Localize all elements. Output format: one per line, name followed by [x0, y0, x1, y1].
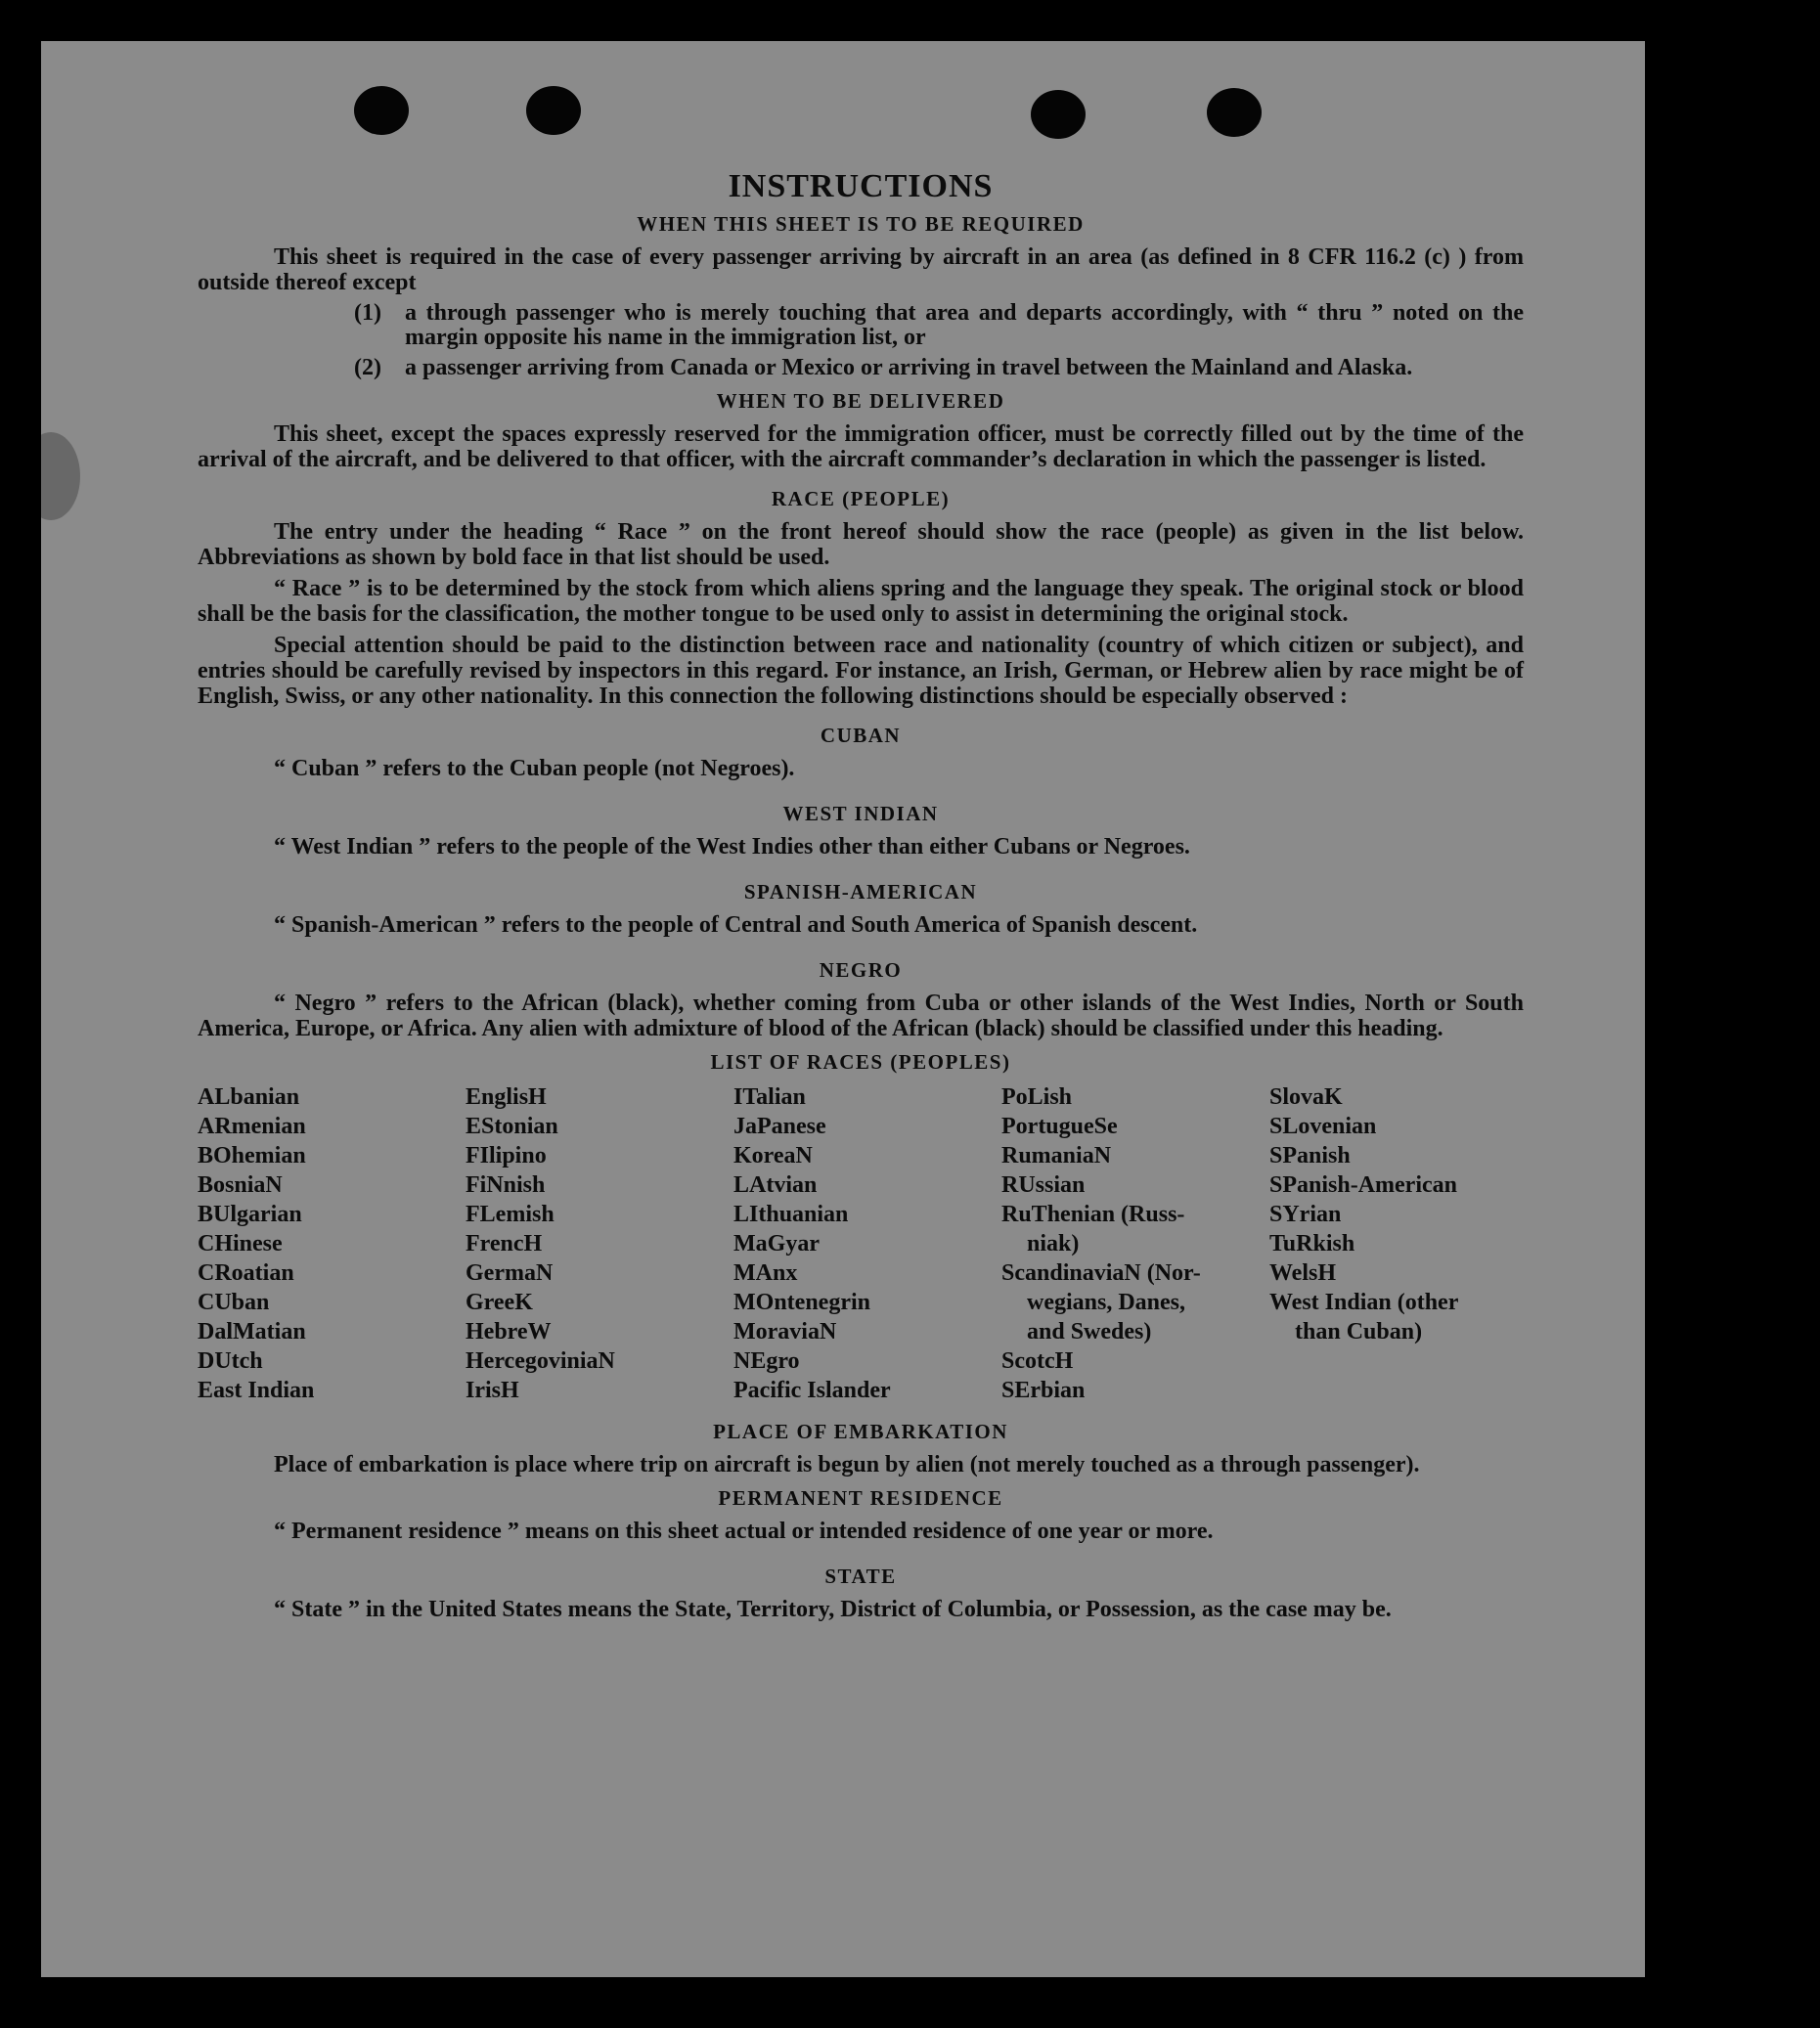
section-heading-race: RACE (PEOPLE)	[771, 487, 951, 510]
embarkation-text: Place of embarkation is place where trip on aircraft is begun by alien (not merely touched as a through passenger).	[274, 1452, 1420, 1477]
race-entry: EStonian	[466, 1114, 558, 1139]
race-entry: LIthuanian	[733, 1202, 849, 1227]
race-entry: ITalian	[733, 1084, 806, 1110]
section-heading-state: STATE	[824, 1565, 897, 1588]
race-entry: IrisH	[466, 1378, 519, 1403]
document-sheet	[41, 41, 1645, 1977]
race-entry: DalMatian	[198, 1319, 306, 1345]
race-entry: SPanish-American	[1269, 1172, 1457, 1198]
punch-hole	[1207, 88, 1262, 137]
race-entry: DUtch	[198, 1348, 263, 1374]
race-entry: GermaN	[466, 1260, 554, 1286]
west-indian-text: “ West Indian ” refers to the people of the West Indies other than either Cubans or Negroes.	[274, 834, 1190, 860]
race-entry: MAnx	[733, 1260, 798, 1286]
race-entry: BOhemian	[198, 1143, 306, 1168]
race-paragraph: Special attention should be paid to the distinction between race and nationality (country of which citizen or subject), and entries should be carefully revised by inspectors in this regard. For instance, an Irish, German, or Hebrew alien by race might be of English, Swiss, or any other nationality. In this connection the following distinctions should be especially observed :	[198, 633, 1524, 709]
state-text: “ State ” in the United States means the State, Territory, District of Columbia, or Possession, as the case may be.	[274, 1597, 1392, 1622]
races-column	[198, 1082, 466, 1405]
race-paragraph: The entry under the heading “ Race ” on the front hereof should show the race (people) as given in the list below. Abbreviations as shown by bold face in that list should be used.	[198, 519, 1524, 570]
race-entry: and Swedes)	[1027, 1319, 1152, 1345]
race-entry: HercegoviniaN	[466, 1348, 615, 1374]
race-entry: MaGyar	[733, 1231, 820, 1256]
exception-number: (1)	[354, 300, 381, 326]
race-entry: CHinese	[198, 1231, 283, 1256]
exception-item	[354, 356, 1524, 380]
negro-text: “ Negro ” refers to the African (black), whether coming from Cuba or other islands of the West Indies, North or South America, Europe, or Africa. Any alien with admixture of blood of the African (black) should be classified under this heading.	[198, 991, 1524, 1041]
section-heading-list-of-races: LIST OF RACES (PEOPLES)	[710, 1050, 1011, 1074]
when-delivered-text: This sheet, except the spaces expressly reserved for the immigration officer, must be correctly filled out by the time of the arrival of the aircraft, and be delivered to that officer, with the aircraft commander’s declaration in which the passenger is listed.	[198, 421, 1524, 472]
races-column	[466, 1082, 733, 1405]
race-entry: RuThenian (Russ-	[1001, 1202, 1185, 1227]
cuban-text: “ Cuban ” refers to the Cuban people (not Negroes).	[274, 756, 795, 781]
race-entry: NEgro	[733, 1348, 800, 1374]
race-entry: niak)	[1027, 1231, 1080, 1256]
section-heading-when-required: WHEN THIS SHEET IS TO BE REQUIRED	[637, 212, 1085, 236]
race-entry: SLovenian	[1269, 1114, 1377, 1139]
section-heading-spanish-american: SPANISH-AMERICAN	[743, 880, 978, 904]
scan-smudge	[41, 432, 80, 520]
section-heading-cuban: CUBAN	[820, 724, 902, 747]
race-entry: PoLish	[1001, 1084, 1073, 1110]
race-entry: SErbian	[1001, 1378, 1086, 1403]
race-entry: BosniaN	[198, 1172, 283, 1198]
race-entry: SlovaK	[1269, 1084, 1343, 1110]
race-entry: RUssian	[1001, 1172, 1086, 1198]
section-heading-embarkation: PLACE OF EMBARKATION	[713, 1420, 1008, 1443]
section-heading-west-indian: WEST INDIAN	[782, 802, 939, 825]
race-entry: SYrian	[1269, 1202, 1342, 1227]
races-column	[1269, 1082, 1537, 1405]
exception-item	[354, 301, 1524, 350]
race-entry: ScotcH	[1001, 1348, 1074, 1374]
race-entry: Pacific Islander	[733, 1378, 891, 1403]
race-entry: KoreaN	[733, 1143, 813, 1168]
race-entry: EnglisH	[466, 1084, 547, 1110]
exception-text: a passenger arriving from Canada or Mexico or arriving in travel between the Mainland and Alaska.	[405, 355, 1413, 380]
section-heading-when-delivered: WHEN TO BE DELIVERED	[716, 389, 1005, 413]
race-entry: FIlipino	[466, 1143, 547, 1168]
exception-text: a through passenger who is merely touching that area and departs accordingly, with “ thru ” noted on the margin opposite his name in the immigration list, or	[405, 300, 1524, 350]
section-heading-permanent-residence: PERMANENT RESIDENCE	[718, 1486, 1003, 1510]
race-entry: FiNnish	[466, 1172, 546, 1198]
section-heading-negro: NEGRO	[819, 958, 903, 982]
race-entry: MoraviaN	[733, 1319, 837, 1345]
race-entry: West Indian (other	[1269, 1290, 1459, 1315]
instructions-content	[198, 164, 1524, 1622]
race-entry: WelsH	[1269, 1260, 1337, 1286]
race-entry: CRoatian	[198, 1260, 294, 1286]
race-entry: GreeK	[466, 1290, 533, 1315]
punch-hole	[354, 86, 409, 135]
race-entry: FrencH	[466, 1231, 543, 1256]
race-paragraph: “ Race ” is to be determined by the stock from which aliens spring and the language they speak. The original stock or blood shall be the basis for the classification, the mother tongue to be used only to assist in determining the original stock.	[198, 576, 1524, 627]
race-entry: JaPanese	[733, 1114, 826, 1139]
race-entry: PortugueSe	[1001, 1114, 1118, 1139]
race-entry: ScandinaviaN (Nor-	[1001, 1260, 1201, 1286]
races-column	[1001, 1082, 1269, 1405]
race-entry: BUlgarian	[198, 1202, 302, 1227]
race-entry: RumaniaN	[1001, 1143, 1112, 1168]
race-entry: SPanish	[1269, 1143, 1351, 1168]
punch-hole	[1031, 90, 1086, 139]
race-entry: wegians, Danes,	[1027, 1290, 1186, 1315]
race-entry: than Cuban)	[1295, 1319, 1423, 1345]
race-entry: ALbanian	[198, 1084, 300, 1110]
when-required-intro: This sheet is required in the case of every passenger arriving by aircraft in an area (as defined in 8 CFR 116.2 (c) ) from outside thereof except	[198, 244, 1524, 295]
race-entry: LAtvian	[733, 1172, 818, 1198]
race-entry: FLemish	[466, 1202, 555, 1227]
exception-number: (2)	[354, 355, 381, 380]
race-entry: CUban	[198, 1290, 270, 1315]
race-entry: HebreW	[466, 1319, 552, 1345]
race-entry: East Indian	[198, 1378, 315, 1403]
races-list	[198, 1082, 1524, 1405]
race-entry: TuRkish	[1269, 1231, 1355, 1256]
races-column	[733, 1082, 1001, 1405]
page-title: INSTRUCTIONS	[728, 168, 994, 204]
spanish-american-text: “ Spanish-American ” refers to the people of Central and South America of Spanish descent.	[274, 912, 1198, 938]
punch-hole	[526, 86, 581, 135]
race-entry: ARmenian	[198, 1114, 306, 1139]
race-entry: MOntenegrin	[733, 1290, 870, 1315]
permanent-residence-text: “ Permanent residence ” means on this sheet actual or intended residence of one year or more.	[274, 1519, 1214, 1544]
